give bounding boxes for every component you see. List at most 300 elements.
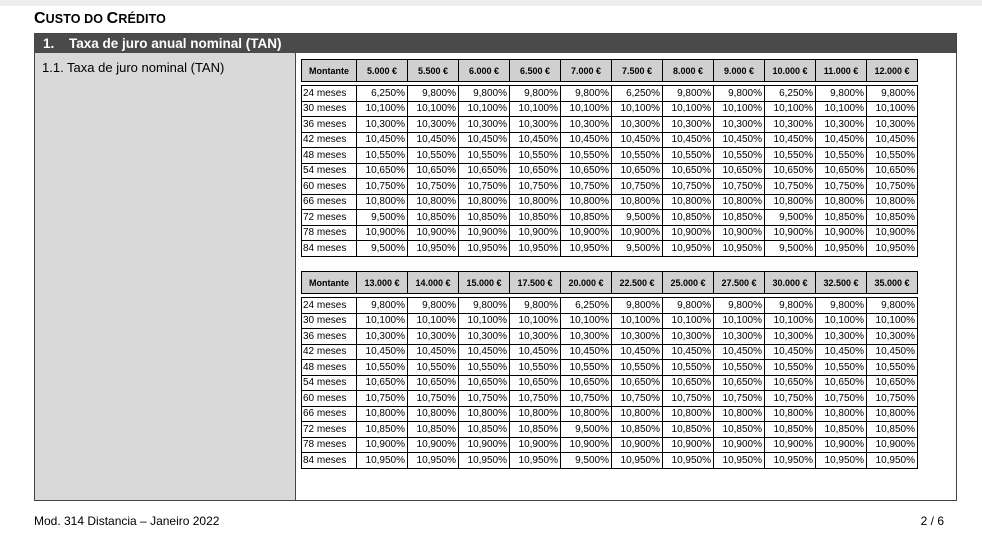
rate-cell: 10,300% bbox=[714, 329, 765, 345]
rate-cell: 9,800% bbox=[408, 86, 459, 102]
rate-cell: 9,800% bbox=[663, 86, 714, 102]
rate-cell: 9,800% bbox=[765, 298, 816, 314]
rate-cell: 10,300% bbox=[357, 329, 408, 345]
rate-cell: 10,300% bbox=[765, 117, 816, 133]
term-cell: 84 meses bbox=[302, 453, 357, 469]
amount-header: 17.500 € bbox=[510, 272, 561, 294]
section-title-part: RÉDITO bbox=[118, 12, 166, 26]
rate-cell: 10,550% bbox=[408, 148, 459, 164]
rate-cell: 10,950% bbox=[459, 453, 510, 469]
rate-cell: 10,550% bbox=[765, 148, 816, 164]
rate-cell: 10,450% bbox=[816, 344, 867, 360]
rate-cell: 10,550% bbox=[459, 360, 510, 376]
rate-cell: 10,900% bbox=[663, 437, 714, 453]
rate-cell: 10,950% bbox=[612, 453, 663, 469]
rate-cell: 10,800% bbox=[561, 194, 612, 210]
rate-cell: 10,950% bbox=[816, 241, 867, 257]
rate-cell: 10,750% bbox=[765, 179, 816, 195]
rate-cell: 10,800% bbox=[663, 406, 714, 422]
term-cell: 36 meses bbox=[302, 117, 357, 133]
rate-cell: 10,300% bbox=[816, 329, 867, 345]
table-row bbox=[302, 194, 918, 210]
rate-cell: 10,450% bbox=[714, 344, 765, 360]
amount-header: 32.500 € bbox=[816, 272, 867, 294]
rate-cell: 10,550% bbox=[510, 360, 561, 376]
term-cell: 78 meses bbox=[302, 225, 357, 241]
rate-cell: 10,900% bbox=[510, 225, 561, 241]
rate-cell: 9,800% bbox=[816, 86, 867, 102]
section-header-bar bbox=[35, 34, 956, 53]
rate-cell: 10,300% bbox=[408, 117, 459, 133]
rate-cell: 10,950% bbox=[867, 453, 918, 469]
amount-header-label: Montante bbox=[302, 60, 357, 82]
rate-cell: 10,850% bbox=[459, 422, 510, 438]
rate-cell: 10,650% bbox=[612, 163, 663, 179]
table-row bbox=[302, 86, 918, 102]
section-number: 1. bbox=[43, 36, 55, 51]
amount-header: 20.000 € bbox=[561, 272, 612, 294]
rate-cell: 10,300% bbox=[816, 117, 867, 133]
rate-cell: 10,850% bbox=[867, 422, 918, 438]
amount-header: 25.000 € bbox=[663, 272, 714, 294]
rate-cell: 10,550% bbox=[612, 360, 663, 376]
rate-cell: 10,900% bbox=[867, 437, 918, 453]
rate-cell: 10,650% bbox=[867, 375, 918, 391]
rate-cell: 10,550% bbox=[612, 148, 663, 164]
table-row bbox=[302, 298, 918, 314]
rate-cell: 10,750% bbox=[714, 391, 765, 407]
rate-cell: 10,300% bbox=[561, 117, 612, 133]
rate-cell: 10,450% bbox=[408, 132, 459, 148]
rate-cell: 10,550% bbox=[510, 148, 561, 164]
rate-cell: 10,300% bbox=[510, 329, 561, 345]
rate-cell: 10,900% bbox=[714, 225, 765, 241]
rate-cell: 10,800% bbox=[561, 406, 612, 422]
rate-cell: 9,800% bbox=[561, 86, 612, 102]
rate-cell: 10,750% bbox=[816, 391, 867, 407]
rate-cell: 10,650% bbox=[612, 375, 663, 391]
rate-cell: 10,100% bbox=[561, 101, 612, 117]
rate-cell: 10,850% bbox=[357, 422, 408, 438]
rate-cell: 9,500% bbox=[612, 241, 663, 257]
table-row bbox=[302, 148, 918, 164]
rate-cell: 10,950% bbox=[459, 241, 510, 257]
rate-cell: 9,800% bbox=[510, 86, 561, 102]
rate-cell: 10,450% bbox=[612, 344, 663, 360]
rate-cell: 9,500% bbox=[561, 422, 612, 438]
term-cell: 30 meses bbox=[302, 313, 357, 329]
table-row bbox=[302, 453, 918, 469]
row-label-cell bbox=[35, 53, 296, 500]
rate-cell: 10,900% bbox=[561, 225, 612, 241]
rate-cell: 10,450% bbox=[714, 132, 765, 148]
table-row bbox=[302, 101, 918, 117]
amount-header: 35.000 € bbox=[867, 272, 918, 294]
rate-table-1 bbox=[301, 59, 918, 257]
rate-cell: 10,850% bbox=[816, 210, 867, 226]
rate-cell: 10,550% bbox=[408, 360, 459, 376]
rate-cell: 10,650% bbox=[459, 163, 510, 179]
rate-cell: 10,300% bbox=[459, 117, 510, 133]
rate-cell: 10,550% bbox=[765, 360, 816, 376]
rate-cell: 10,900% bbox=[357, 225, 408, 241]
term-cell: 24 meses bbox=[302, 298, 357, 314]
term-cell: 72 meses bbox=[302, 422, 357, 438]
rate-cell: 6,250% bbox=[357, 86, 408, 102]
rate-cell: 9,800% bbox=[867, 298, 918, 314]
rate-cell: 10,550% bbox=[714, 148, 765, 164]
rate-cell: 10,650% bbox=[561, 163, 612, 179]
rate-cell: 9,500% bbox=[765, 210, 816, 226]
rate-cell: 10,900% bbox=[714, 437, 765, 453]
table-header-row bbox=[302, 272, 918, 294]
rate-cell: 10,850% bbox=[867, 210, 918, 226]
rate-cell: 10,300% bbox=[714, 117, 765, 133]
rate-cell: 10,750% bbox=[612, 179, 663, 195]
term-cell: 48 meses bbox=[302, 360, 357, 376]
rate-cell: 10,550% bbox=[561, 360, 612, 376]
table-row bbox=[302, 163, 918, 179]
rate-cell: 10,750% bbox=[357, 179, 408, 195]
rate-cell: 9,800% bbox=[357, 298, 408, 314]
rate-cell: 10,800% bbox=[612, 406, 663, 422]
rate-cell: 9,500% bbox=[612, 210, 663, 226]
rate-cell: 10,950% bbox=[408, 453, 459, 469]
table-row bbox=[302, 406, 918, 422]
rate-cell: 10,750% bbox=[459, 179, 510, 195]
rate-cell: 10,800% bbox=[510, 194, 561, 210]
amount-header-label: Montante bbox=[302, 272, 357, 294]
rate-cell: 10,750% bbox=[459, 391, 510, 407]
amount-header: 6.000 € bbox=[459, 60, 510, 82]
rate-cell: 9,500% bbox=[765, 241, 816, 257]
rate-cell: 10,650% bbox=[357, 163, 408, 179]
term-cell: 42 meses bbox=[302, 344, 357, 360]
rate-cell: 10,100% bbox=[357, 101, 408, 117]
rate-cell: 10,550% bbox=[714, 360, 765, 376]
rate-cell: 10,100% bbox=[816, 313, 867, 329]
amount-header: 5.500 € bbox=[408, 60, 459, 82]
rate-cell: 10,950% bbox=[561, 241, 612, 257]
table-row bbox=[302, 360, 918, 376]
term-cell: 54 meses bbox=[302, 375, 357, 391]
rate-cell: 10,100% bbox=[765, 313, 816, 329]
table-row bbox=[302, 391, 918, 407]
rate-cell: 10,550% bbox=[867, 360, 918, 376]
rate-cell: 10,900% bbox=[612, 437, 663, 453]
section-title bbox=[34, 10, 166, 28]
rate-cell: 10,800% bbox=[714, 194, 765, 210]
rate-cell: 10,300% bbox=[459, 329, 510, 345]
table-row bbox=[302, 210, 918, 226]
rate-cell: 10,450% bbox=[510, 344, 561, 360]
rate-cell: 10,850% bbox=[561, 210, 612, 226]
amount-header: 7.000 € bbox=[561, 60, 612, 82]
amount-header: 11.000 € bbox=[816, 60, 867, 82]
rate-cell: 10,750% bbox=[867, 391, 918, 407]
rate-section-frame bbox=[34, 33, 957, 501]
rate-cell: 10,900% bbox=[816, 225, 867, 241]
rate-cell: 10,750% bbox=[867, 179, 918, 195]
table-row bbox=[302, 375, 918, 391]
amount-header: 9.000 € bbox=[714, 60, 765, 82]
rate-cell: 10,850% bbox=[408, 210, 459, 226]
table-row bbox=[302, 225, 918, 241]
rate-cell: 10,800% bbox=[765, 194, 816, 210]
rate-cell: 10,750% bbox=[561, 179, 612, 195]
rate-cell: 10,900% bbox=[612, 225, 663, 241]
rate-cell: 10,650% bbox=[408, 163, 459, 179]
rate-cell: 10,750% bbox=[510, 391, 561, 407]
rate-cell: 10,300% bbox=[357, 117, 408, 133]
rate-cell: 10,300% bbox=[663, 329, 714, 345]
rate-cell: 6,250% bbox=[612, 86, 663, 102]
amount-header: 30.000 € bbox=[765, 272, 816, 294]
rate-cell: 10,800% bbox=[663, 194, 714, 210]
rate-cell: 10,300% bbox=[867, 117, 918, 133]
table-row bbox=[302, 241, 918, 257]
rate-cell: 10,800% bbox=[459, 406, 510, 422]
rate-cell: 10,800% bbox=[714, 406, 765, 422]
rate-cell: 10,950% bbox=[816, 453, 867, 469]
rate-cell: 10,300% bbox=[561, 329, 612, 345]
rate-cell: 9,800% bbox=[867, 86, 918, 102]
rate-cell: 10,750% bbox=[663, 179, 714, 195]
rate-cell: 10,100% bbox=[663, 101, 714, 117]
rate-cell: 10,100% bbox=[663, 313, 714, 329]
amount-header: 15.000 € bbox=[459, 272, 510, 294]
rate-cell: 10,950% bbox=[714, 453, 765, 469]
rate-cell: 10,550% bbox=[561, 148, 612, 164]
rate-cell: 10,750% bbox=[663, 391, 714, 407]
rate-cell: 9,800% bbox=[714, 86, 765, 102]
rate-cell: 10,450% bbox=[459, 132, 510, 148]
rate-cell: 10,900% bbox=[459, 225, 510, 241]
rate-cell: 10,100% bbox=[510, 313, 561, 329]
rate-cell: 10,650% bbox=[816, 163, 867, 179]
table-row bbox=[302, 132, 918, 148]
rate-cell: 10,100% bbox=[765, 101, 816, 117]
rate-cell: 10,900% bbox=[357, 437, 408, 453]
rate-cell: 10,650% bbox=[714, 375, 765, 391]
rate-cell: 10,300% bbox=[612, 117, 663, 133]
rate-cell: 10,550% bbox=[663, 148, 714, 164]
rate-cell: 10,100% bbox=[612, 313, 663, 329]
rate-cell: 10,450% bbox=[765, 132, 816, 148]
rate-cell: 10,950% bbox=[357, 453, 408, 469]
footer-form-id: Mod. 314 Distancia – Janeiro 2022 bbox=[34, 514, 220, 528]
term-cell: 24 meses bbox=[302, 86, 357, 102]
rate-cell: 10,800% bbox=[816, 406, 867, 422]
table-row bbox=[302, 344, 918, 360]
rate-cell: 10,800% bbox=[867, 406, 918, 422]
rate-cell: 10,650% bbox=[408, 375, 459, 391]
rate-cell: 10,650% bbox=[663, 375, 714, 391]
rate-cell: 10,100% bbox=[867, 313, 918, 329]
amount-header: 5.000 € bbox=[357, 60, 408, 82]
rate-cell: 10,450% bbox=[357, 132, 408, 148]
rate-cell: 10,850% bbox=[663, 422, 714, 438]
rate-cell: 10,450% bbox=[408, 344, 459, 360]
rate-cell: 10,650% bbox=[663, 163, 714, 179]
rate-cell: 10,950% bbox=[510, 453, 561, 469]
rate-cell: 10,850% bbox=[510, 210, 561, 226]
rate-cell: 10,100% bbox=[408, 101, 459, 117]
table-row bbox=[302, 117, 918, 133]
rate-cell: 9,500% bbox=[357, 241, 408, 257]
rate-cell: 10,650% bbox=[765, 163, 816, 179]
amount-header: 6.500 € bbox=[510, 60, 561, 82]
rate-cell: 10,800% bbox=[816, 194, 867, 210]
rate-cell: 9,800% bbox=[612, 298, 663, 314]
table-row bbox=[302, 313, 918, 329]
rate-cell: 10,300% bbox=[663, 117, 714, 133]
rate-cell: 10,450% bbox=[612, 132, 663, 148]
footer-page-number: 2 / 6 bbox=[920, 514, 944, 528]
rate-cell: 9,800% bbox=[714, 298, 765, 314]
amount-header: 7.500 € bbox=[612, 60, 663, 82]
amount-header: 27.500 € bbox=[714, 272, 765, 294]
rate-cell: 9,800% bbox=[459, 86, 510, 102]
rate-cell: 10,650% bbox=[510, 163, 561, 179]
rate-cell: 10,950% bbox=[867, 241, 918, 257]
rate-cell: 10,450% bbox=[459, 344, 510, 360]
rate-cell: 10,100% bbox=[714, 313, 765, 329]
table-row bbox=[302, 329, 918, 345]
term-cell: 72 meses bbox=[302, 210, 357, 226]
rate-cell: 10,750% bbox=[612, 391, 663, 407]
term-cell: 84 meses bbox=[302, 241, 357, 257]
section-header-title: Taxa de juro anual nominal (TAN) bbox=[69, 36, 282, 51]
rate-cell: 10,450% bbox=[816, 132, 867, 148]
rate-cell: 10,750% bbox=[561, 391, 612, 407]
rate-cell: 10,800% bbox=[510, 406, 561, 422]
amount-header: 22.500 € bbox=[612, 272, 663, 294]
rate-cell: 10,900% bbox=[765, 225, 816, 241]
rate-cell: 10,800% bbox=[357, 406, 408, 422]
rate-cell: 10,750% bbox=[510, 179, 561, 195]
rate-cell: 10,450% bbox=[663, 132, 714, 148]
table-row bbox=[302, 437, 918, 453]
rate-cell: 9,500% bbox=[561, 453, 612, 469]
rate-cell: 10,800% bbox=[765, 406, 816, 422]
rate-cell: 10,850% bbox=[408, 422, 459, 438]
amount-header: 8.000 € bbox=[663, 60, 714, 82]
rate-cell: 10,100% bbox=[459, 313, 510, 329]
rate-cell: 9,800% bbox=[816, 298, 867, 314]
rate-cell: 10,900% bbox=[663, 225, 714, 241]
rate-cell: 9,800% bbox=[510, 298, 561, 314]
table-row bbox=[302, 422, 918, 438]
rate-cell: 9,800% bbox=[459, 298, 510, 314]
rate-cell: 10,800% bbox=[867, 194, 918, 210]
rate-cell: 10,550% bbox=[816, 148, 867, 164]
rate-cell: 10,300% bbox=[765, 329, 816, 345]
rate-cell: 10,300% bbox=[510, 117, 561, 133]
table-row bbox=[302, 179, 918, 195]
rate-cell: 10,850% bbox=[612, 422, 663, 438]
section-title-part: USTO DO bbox=[45, 12, 107, 26]
rate-cell: 10,750% bbox=[816, 179, 867, 195]
rate-cell: 10,850% bbox=[510, 422, 561, 438]
term-cell: 48 meses bbox=[302, 148, 357, 164]
rate-cell: 10,800% bbox=[612, 194, 663, 210]
rate-cell: 6,250% bbox=[765, 86, 816, 102]
rate-cell: 10,650% bbox=[765, 375, 816, 391]
rate-cell: 10,900% bbox=[408, 437, 459, 453]
rate-cell: 10,450% bbox=[765, 344, 816, 360]
amount-header: 10.000 € bbox=[765, 60, 816, 82]
rate-cell: 10,900% bbox=[765, 437, 816, 453]
amount-header: 12.000 € bbox=[867, 60, 918, 82]
rate-cell: 10,550% bbox=[357, 360, 408, 376]
rate-cell: 10,100% bbox=[459, 101, 510, 117]
rate-cell: 10,950% bbox=[663, 241, 714, 257]
rate-cell: 10,550% bbox=[357, 148, 408, 164]
rate-cell: 10,950% bbox=[408, 241, 459, 257]
rate-cell: 10,550% bbox=[459, 148, 510, 164]
rate-cell: 10,100% bbox=[408, 313, 459, 329]
rate-cell: 10,100% bbox=[867, 101, 918, 117]
rate-cell: 10,800% bbox=[357, 194, 408, 210]
page-top-edge bbox=[0, 0, 982, 6]
rate-cell: 10,450% bbox=[663, 344, 714, 360]
rate-cell: 10,450% bbox=[510, 132, 561, 148]
rate-cell: 10,900% bbox=[561, 437, 612, 453]
rate-cell: 10,900% bbox=[408, 225, 459, 241]
term-cell: 36 meses bbox=[302, 329, 357, 345]
term-cell: 30 meses bbox=[302, 101, 357, 117]
rate-cell: 10,100% bbox=[561, 313, 612, 329]
rate-cell: 10,650% bbox=[867, 163, 918, 179]
rate-table-2 bbox=[301, 271, 918, 469]
amount-header: 14.000 € bbox=[408, 272, 459, 294]
table-header-row bbox=[302, 60, 918, 82]
rate-cell: 10,900% bbox=[816, 437, 867, 453]
rate-cell: 10,800% bbox=[408, 406, 459, 422]
rate-cell: 10,300% bbox=[612, 329, 663, 345]
rate-cell: 10,850% bbox=[714, 210, 765, 226]
term-cell: 60 meses bbox=[302, 391, 357, 407]
term-cell: 66 meses bbox=[302, 194, 357, 210]
section-title-part: C bbox=[106, 10, 119, 27]
rate-cell: 10,800% bbox=[459, 194, 510, 210]
term-cell: 66 meses bbox=[302, 406, 357, 422]
term-cell: 78 meses bbox=[302, 437, 357, 453]
rate-cell: 10,550% bbox=[663, 360, 714, 376]
rate-cell: 10,900% bbox=[510, 437, 561, 453]
rate-cell: 10,750% bbox=[714, 179, 765, 195]
rate-cell: 10,950% bbox=[510, 241, 561, 257]
rate-cell: 9,800% bbox=[663, 298, 714, 314]
rate-cell: 10,950% bbox=[714, 241, 765, 257]
rate-cell: 9,500% bbox=[357, 210, 408, 226]
rate-cell: 10,450% bbox=[561, 344, 612, 360]
rate-cell: 10,900% bbox=[459, 437, 510, 453]
rate-cell: 10,100% bbox=[357, 313, 408, 329]
rate-cell: 10,550% bbox=[816, 360, 867, 376]
rate-cell: 10,750% bbox=[408, 391, 459, 407]
rate-cell: 10,750% bbox=[408, 179, 459, 195]
rate-cell: 10,750% bbox=[357, 391, 408, 407]
rate-cell: 10,300% bbox=[867, 329, 918, 345]
rate-cell: 10,300% bbox=[408, 329, 459, 345]
rate-cell: 10,850% bbox=[765, 422, 816, 438]
term-cell: 60 meses bbox=[302, 179, 357, 195]
rate-cell: 10,850% bbox=[663, 210, 714, 226]
rate-cell: 10,850% bbox=[816, 422, 867, 438]
rate-cell: 10,100% bbox=[816, 101, 867, 117]
